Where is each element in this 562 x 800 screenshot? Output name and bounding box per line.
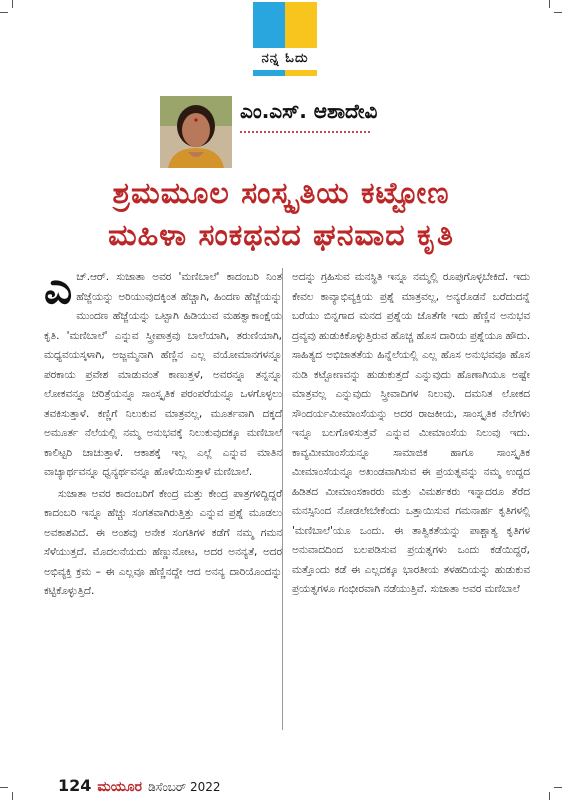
column-name: ನನ್ನ ಓದು (261, 51, 309, 66)
crop-mark (12, 0, 13, 8)
paragraph-text: ಚ್.ಆರ್. ಸುಜಾತಾ ಅವರ 'ಮಣಿಬಾಲೆ' ಕಾದಂಬರಿ ನಿಂತ ಹೆಜ್ಜೆಯನ್ನು ಅರಿಯುವುದಕ್ಕಿಂತ ಹೆಚ್ಚಾಗಿ, ಹಿಂದಣ ಹೆಜ್ಜೆಯನ್ನು ಮುಂದಣ ಹೆಜ್ಜೆಯನ್ನು ಒಟ್ಟಾಗಿ ಹಿಡಿಯುವ ಮಹತ್ವಾಕಾಂಕ್ಷೆಯ ಕೃತಿ. 'ಮಣಿಬಾಲೆ' ಎನ್ನುವ ಸ್ತ್ರೀಪಾತ್ರವು ಬಾಲೆಯಾಗಿ, ತರುಣಿಯಾಗಿ, ಮಧ್ಯವಯಸ್ಕಳಾಗಿ, ಅಜ್ಜಮ್ಮನಾಗಿ ಹೆಣ್ಣಿನ ಎಲ್ಲ ವಯೋಮಾನಗಳನ್ನೂ ಪರಕಾಯ ಪ್ರವೇಶ ಮಾಡುವಂತೆ ಕಾಣುತ್ತಳೆ, ಅವರನ್ನೂ ತನ್ನನ್ನೂ ಲೋಕವನ್ನೂ ಚರಿತ್ರೆಯನ್ನೂ ಸಾಂಸ್ಕೃತಿಕ ಪರಂಪರೆಯನ್ನೂ ಒಳಗೊಳ್ಳಲು ತವಕಿಸುತ್ತಾಳೆ. ಕಣ್ಣಿಗೆ ನಿಲುಕುವ ಮಾತ್ರವಲ್ಲ, ಮೂರ್ತವಾಗಿ ದಕ್ಕದೆ ಅಮೂರ್ತ ನೆಲೆಯಲ್ಲಿ ನಮ್ಮ ಅನುಭವಕ್ಕೆ ನಿಲುಕುವುದಕ್ಕೂ ಮಣಿಬಾಲೆ ಕಾಲಿಟ್ಟರಿ ಚಾಚುತ್ತಾಳೆ. ಆಕಾಶಕ್ಕೆ ಇಲ್ಲ ಎಲ್ಲೆ ಎನ್ನುವ ಮಾತಿನ ವಾಚ್ಯಾರ್ಥವನ್ನೂ ಧ್ವನ್ಯರ್ಥವನ್ನೂ ಹೊಳೆಯಿಸುತ್ತಾಳೆ ಮಣಿಬಾಲೆ. (44, 271, 282, 478)
issue-date: ಡಿಸೆಂಬರ್ 2022 (148, 780, 221, 794)
crop-mark (0, 12, 8, 13)
page-footer (58, 775, 221, 797)
author-portrait-icon (160, 96, 232, 168)
crop-mark (554, 12, 562, 13)
right-column (292, 268, 530, 728)
drop-cap: ಎ (44, 268, 73, 314)
crop-mark (549, 0, 550, 8)
magazine-name: ಮಯೂರ (97, 779, 143, 795)
column-logo (253, 2, 317, 76)
crop-mark (0, 787, 8, 788)
left-column (44, 268, 282, 728)
paragraph: ಸುಜಾತಾ ಅವರ ಕಾದಂಬರಿಗೆ ಕೇಂದ್ರ ಮತ್ತು ಕೇಂದ್ರ ಪಾತ್ರಗಳಿದ್ದಿದ್ದರೆ ಕಾದಂಬರಿ ಇನ್ನೂ ಹೆಚ್ಚು ಸಂಗತವಾಗಿರುತ್ತಿತ್ತು ಎನ್ನುವ ಪ್ರಶ್ನೆ ಮೂಡಲು ಅವಕಾಶವಿದೆ. ಈ ಅಂಶವು ಅನೇಕ ಸಂಗತಿಗಳ ಕಡೆಗೆ ನಮ್ಮ ಗಮನ ಸೆಳೆಯುತ್ತದೆ. ಮೊದಲನೆಯದು ಹೆಣ್ಣುನೋಟ, ಅದರ ಅನನ್ಯತೆ, ಅದರ ಅಭಿವ್ಯಕ್ತಿ ಕ್ರಮ – ಈ ಎಲ್ಲವೂ ಹೆಣ್ಣಿನದ್ದೇ ಆದ ಅನನ್ಯ ದಾರಿಯೊಂದನ್ನು ಕಟ್ಟಿಕೊಳ್ಳುತ್ತಿದೆ. (44, 487, 282, 597)
column-divider (282, 268, 283, 730)
paragraph: ಅದನ್ನು ಗ್ರಹಿಸುವ ಮನಸ್ಥಿತಿ ಇನ್ನೂ ನಮ್ಮಲ್ಲಿ ರೂಪುಗೊಳ್ಳಬೇಕಿದೆ. ಇದು ಕೇವಲ ಕಾವ್ಯಾಭಿವ್ಯಕ್ತಿಯ ಪ್ರಶ್ನೆ ಮಾತ್ರವಲ್ಲ, ಅನ್ಯರೊಡನೆ ಬರೆದುದನ್ನೆ ಬರೆಯು ಬಿನ್ನಗಾದ ಮನದ ಪ್ರಶ್ನೆಯ ಜೊತೆಗೇ ಇದು ಹೆಣ್ಣಿನ ಅನುಭವ ದ್ರವ್ಯವು ಹುಡುಕಿಕೊಳ್ಳುತ್ತಿರುವ ಹೊಚ್ಚ ಹೊಸ ದಾರಿಯ ಪ್ರಶ್ನೆಯೂ ಹೌದು. ಸಾಹಿತ್ಯದ ಅಭಿಜಾತತೆಯ ಹಿನ್ನೆಲೆಯಲ್ಲಿ ಎಲ್ಲ ಹೊಸ ಅನುಭವವೂ ಹೊಸ ನುಡಿ ಕಟ್ಟೋಣವನ್ನು ಹುಡುಕುತ್ತದೆ ಎನ್ನುವುದು ಹೊಣಾಗಿಯೂ ಅಷ್ಟೇ ಮಾತ್ರವಲ್ಲ ಎನ್ನುವುದು ಸ್ತ್ರೀವಾದಿಗಳ ನಿಲುವು. ದಮನಿತ ಲೋಕದ ಸೌಂದರ್ಯಮೀಮಾಂಸೆಯನ್ನು ಅದರ ರಾಜಕೀಯ, ಸಾಂಸ್ಕೃತಿಕ ನೆಲೆಗಳು ಇನ್ನೂ ಬಲಗೊಳಿಸುತ್ತವೆ ಎನ್ನುವ ಮೀಮಾಂಸೆಯ ನಿಲುವು ಇದು. ಕಾವ್ಯಮೀಮಾಂಸೆಯನ್ನೂ ಸಾಮಾಜಿಕ ಹಾಗೂ ಸಾಂಸ್ಕೃತಿಕ ಮೀಮಾಂಸೆಯನ್ನೂ ಅಖಂಡವಾಗಿಸುವ ಈ ಪ್ರಯತ್ನವನ್ನು ನಮ್ಮ ಉದ್ದದ ಹಿಡಿತದ ಮೀಮಾಂಸಕಾರರು ಮತ್ತು ವಿಮರ್ಶಕರು ಇನ್ನಾದರೂ ತೆರೆದ ಮನಸ್ಸಿನಿಂದ ನೋಡಲೇಬೇಕೆಂದು ಒತ್ತಾಯಿಸುವ ಗಮನಾರ್ಹ ಕೃತಿಗಳಲ್ಲಿ 'ಮಣಿಬಾಲೆ'ಯೂ ಒಂದು. ಈ ತಾತ್ವಿಕತೆಯನ್ನು ಪಾಶ್ಚಾತ್ಯ ಕೃತಿಗಳ ಅನುವಾದದಿಂದ ಬಲಪಡಿಸುವ ಪ್ರಯತ್ನಗಳು ಒಂದು ಕಡೆಯಿದ್ದರೆ, ಮತ್ತೊಂದು ಕಡೆ ಈ ಎಲ್ಲದಕ್ಕೂ ಭಾರತೀಯ ತಳಹದಿಯನ್ನು ಹುಡುಕುವ ಪ್ರಯತ್ನಗಳೂ ಗಂಭೀರವಾಗಿ ನಡೆಯುತ್ತಿವೆ. ಸುಜಾತಾ ಅವರ ಮಣಿಬಾಲೆ (292, 271, 530, 595)
logo-yellow-square (285, 2, 317, 48)
article-title-line-1: ಶ್ರಮಮೂಲ ಸಂಸ್ಕೃತಿಯ ಕಟ್ಟೋಣ (112, 176, 450, 211)
crop-mark (12, 792, 13, 800)
logo-blue-square (253, 2, 285, 48)
author-name: ಎಂ.ಎಸ್. ಆಶಾದೇವಿ (240, 99, 378, 123)
logo-underline (253, 70, 317, 76)
crop-mark (554, 787, 562, 788)
article-title-line-2: ಮಹಿಳಾ ಸಂಕಥನದ ಘನವಾದ ಕೃತಿ (108, 218, 454, 253)
author-underline (240, 131, 370, 133)
author-photo (160, 96, 232, 168)
paragraph (44, 268, 282, 483)
page-number: 124 (58, 776, 92, 795)
crop-mark (549, 792, 550, 800)
